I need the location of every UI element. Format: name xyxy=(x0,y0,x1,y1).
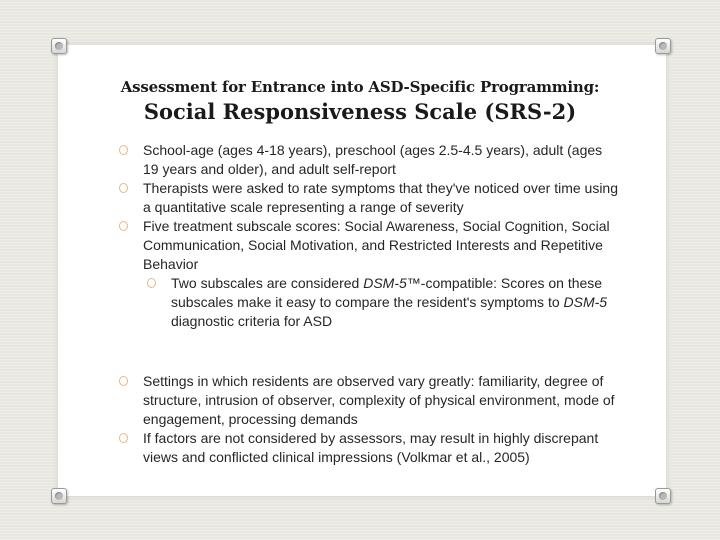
bullet-text: Therapists were asked to rate symptoms that they've noticed over time using a quantitative scale representing a range of severity xyxy=(143,180,619,215)
pushpin-icon xyxy=(51,488,67,504)
circle-bullet-icon xyxy=(119,183,128,193)
bullet-item xyxy=(118,217,618,274)
circle-bullet-icon xyxy=(147,278,156,288)
pushpin-icon xyxy=(655,38,671,54)
circle-bullet-icon xyxy=(119,221,128,231)
slide-title-line2: Social Responsiveness Scale (SRS-2) xyxy=(143,99,577,124)
bullet-text: Settings in which residents are observed vary greatly: familiarity, degree of structure, intrusion of observer, complexity of physical environment, mode of engagement, processing demands xyxy=(143,373,615,427)
bullet-item xyxy=(118,429,618,467)
circle-bullet-icon xyxy=(119,145,128,155)
bullet-item xyxy=(118,141,618,179)
bullet-text: If factors are not considered by assessors, may result in highly discrepant views and conflicted clinical impressions (Volkmar et al., 2005) xyxy=(143,430,599,465)
circle-bullet-icon xyxy=(119,376,128,386)
pushpin-icon xyxy=(655,488,671,504)
sub-bullet-item xyxy=(146,274,618,331)
bullet-text: Two subscales are considered DSM-5™-compatible: Scores on these subscales make it easy to compare the resident's symptoms to DSM-5 diagnostic criteria for ASD xyxy=(171,275,608,329)
slide-title-line1: Assessment for Entrance into ASD-Specific Programming: xyxy=(120,78,600,96)
bullet-item xyxy=(118,179,618,217)
bullet-text: School-age (ages 4-18 years), preschool (ages 2.5-4.5 years), adult (ages 19 years and older), and adult self-report xyxy=(143,142,603,177)
bullet-text: Five treatment subscale scores: Social Awareness, Social Cognition, Social Communication, Social Motivation, and Restricted Interests and Repetitive Behavior xyxy=(143,218,610,272)
circle-bullet-icon xyxy=(119,433,128,443)
bullet-item xyxy=(118,372,618,429)
bullet-list xyxy=(118,141,618,467)
pushpin-icon xyxy=(51,38,67,54)
